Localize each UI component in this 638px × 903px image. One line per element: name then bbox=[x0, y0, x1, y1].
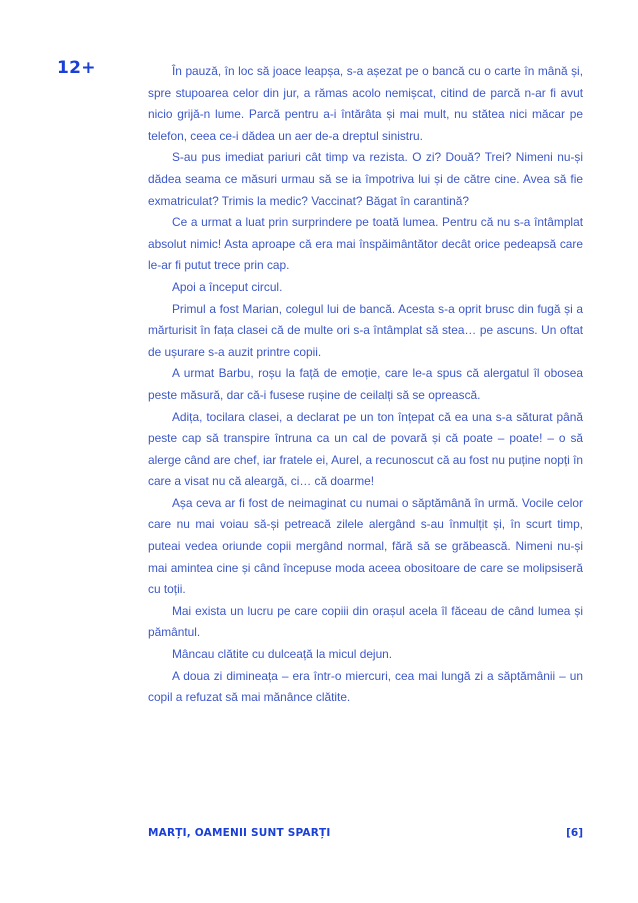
running-footer-title: MARȚI, OAMENII SUNT SPARȚI bbox=[148, 827, 331, 839]
paragraph: A doua zi dimineața – era într-o miercuri, cea mai lungă zi a săptămânii – un copil a refuzat să mai mănânce clătite. bbox=[148, 668, 583, 705]
paragraph: În pauză, în loc să joace leapșa, s-a așezat pe o bancă cu o carte în mână și, spre stupoarea celor din jur, a rămas acolo nemișcat, citind de parcă n-ar fi avut nicio grijă-n lume. Parcă pentru a-i întărâta și mai mult, nu stătea nici măcar pe telefon, ceea ce-i dădea un aer de-a dreptul sinistru. bbox=[148, 64, 583, 143]
paragraph: Așa ceva ar fi fost de neimaginat cu numai o săptămână în urmă. Vocile celor care nu mai voiau să-și petreacă zilele alergând s-au înmulțit și, în scurt timp, puteai vedea oriunde copii mergând normal, fără să se grăbească. Nimeni nu-și mai amintea cine și când începuse moda aceea obositoare de care se molipsiseră cu toții. bbox=[148, 495, 583, 597]
paragraph: A urmat Barbu, roșu la față de emoție, care le-a spus că alergatul îl obosea peste măsură, dar că-i fusese rușine de ceilalți să se oprească. bbox=[148, 366, 583, 402]
paragraph: Primul a fost Marian, colegul lui de bancă. Acesta s-a oprit brusc din fugă și a mărturisit în fața clasei că de multe ori s-a întâmplat să stea… pe ascuns. Un oftat de ușurare s-a auzit printre copii. bbox=[148, 301, 583, 359]
paragraph: Adița, tocilara clasei, a declarat pe un ton înțepat că ea una s-a săturat până peste cap să transpire întruna ca un cal de povară și că poate – poate! – o să alerge când are chef, iar fratele ei, Aurel, a recunoscut că au fost nu puține nopți în care a visat nu că aleargă, ci… că doarme! bbox=[148, 409, 583, 489]
page-number: [6] bbox=[566, 827, 583, 839]
paragraph: S-au pus imediat pariuri cât timp va rezista. O zi? Două? Trei? Nimeni nu-și dădea seama ce măsuri urmau să se ia împotriva lui și de către cine. Avea să fie exmatriculat? Trimis la medic? Vaccinat? Băgat în carantină? bbox=[148, 150, 583, 208]
paragraph: Ce a urmat a luat prin surprindere pe toată lumea. Pentru că nu s-a întâmplat absolut nimic! Asta aproape că era mai înspăimântător decât orice pedeapsă care le-ar fi putut trece prin cap. bbox=[148, 215, 583, 273]
paragraph: Mai exista un lucru pe care copiii din orașul acela îl făceau de când lumea și pământul. bbox=[148, 603, 583, 640]
body-text bbox=[148, 61, 583, 709]
paragraph: Apoi a început circul. bbox=[172, 279, 283, 294]
age-rating-badge: 12+ bbox=[57, 58, 96, 78]
paragraph: Mâncau clătite cu dulceață la micul dejun. bbox=[172, 647, 393, 662]
